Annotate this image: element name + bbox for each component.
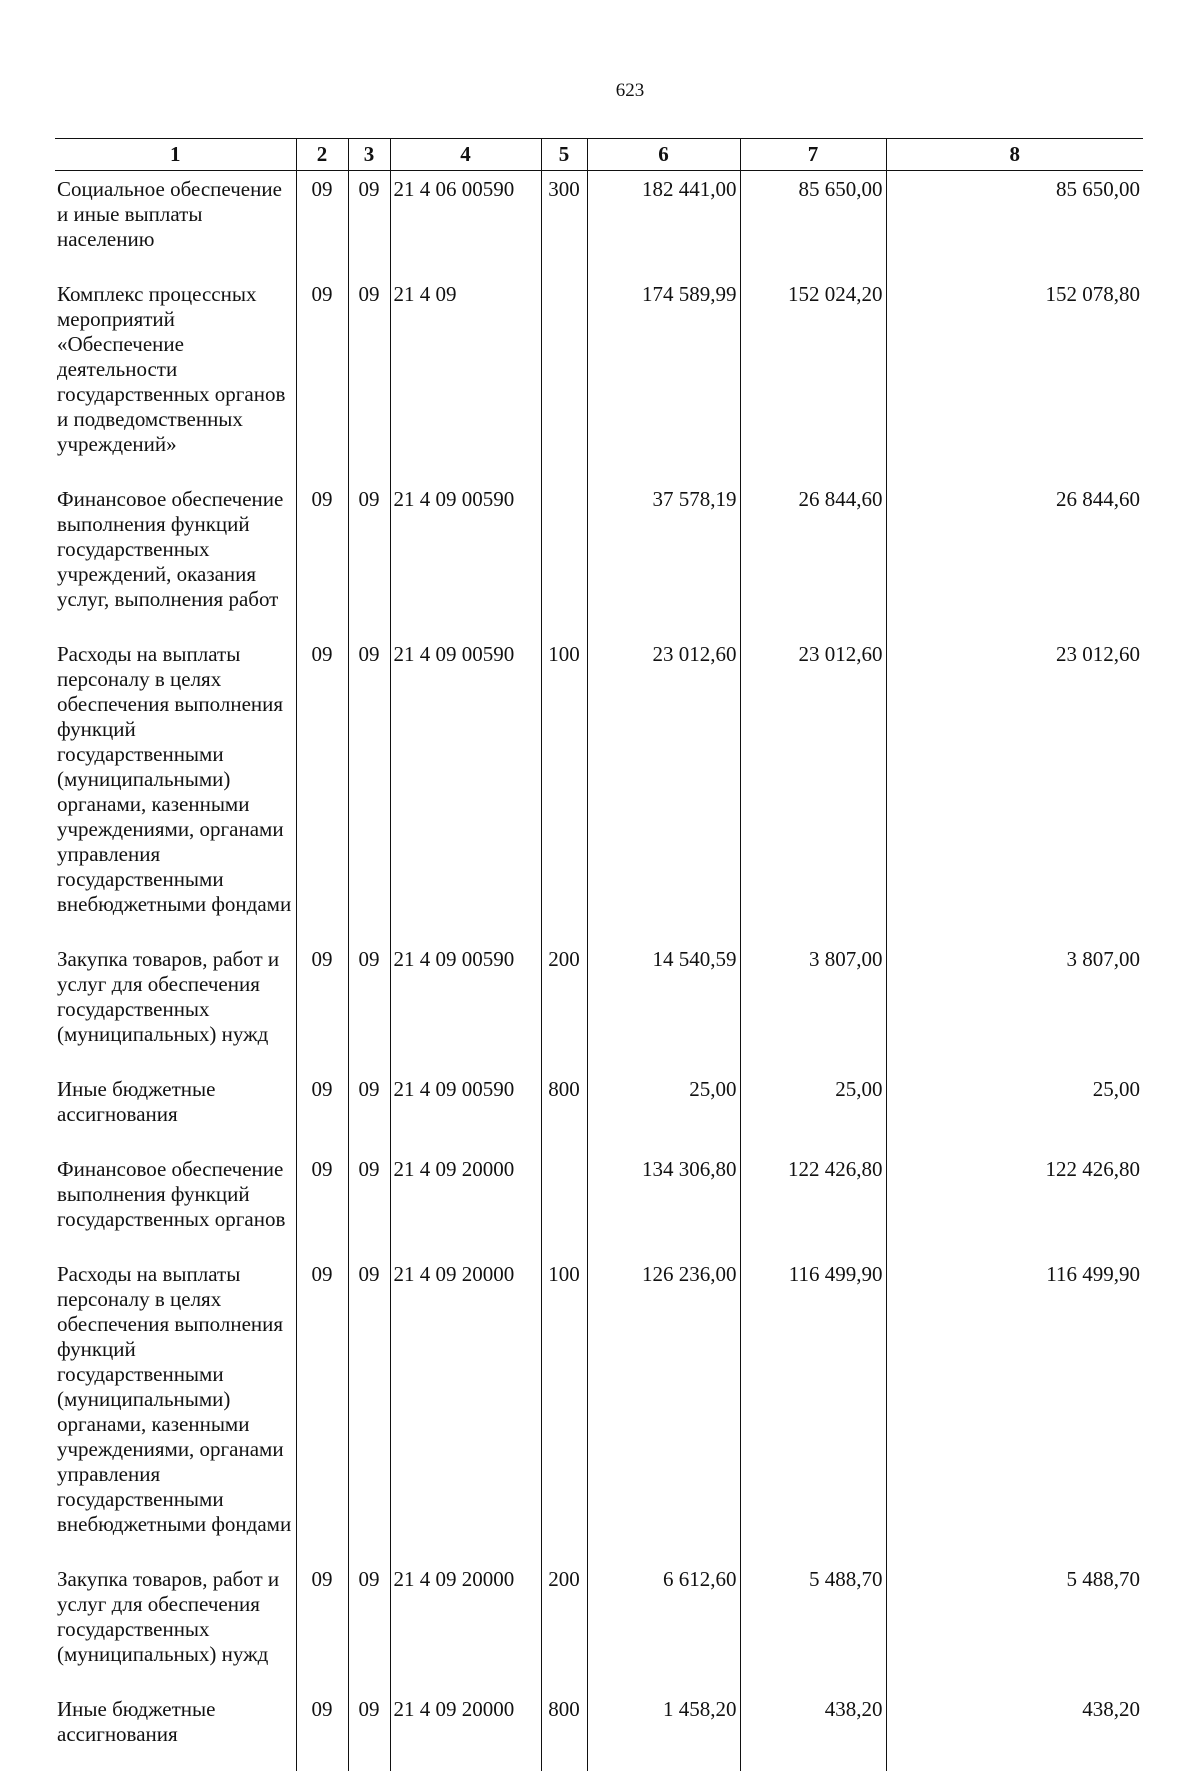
row-title: Иные бюджетные ассигнования [57, 1077, 216, 1126]
subsection-code: 09 [348, 1256, 390, 1561]
page-number: 623 [615, 80, 645, 101]
table-row [55, 941, 1143, 1071]
expense-type-code: 800 [541, 1071, 587, 1151]
target-article-code: 21 4 06 00590 [390, 171, 541, 277]
expense-type-code: 200 [541, 1561, 587, 1691]
section-code: 09 [296, 1256, 348, 1561]
amount-col-6: 23 012,60 [587, 636, 740, 941]
amount-col-7: 122 426,80 [740, 1151, 886, 1256]
amount-col-7: 25,00 [740, 1071, 886, 1151]
target-article-code: 21 4 09 20000 [390, 1561, 541, 1691]
amount-col-6: 182 441,00 [587, 171, 740, 277]
amount-col-7: 3 807,00 [740, 941, 886, 1071]
table-header-row [55, 139, 1143, 171]
amount-col-8: 26 844,60 [886, 481, 1143, 636]
expense-type-code: 100 [541, 1256, 587, 1561]
amount-col-8: 85 650,00 [886, 171, 1143, 277]
subsection-code: 09 [348, 171, 390, 277]
section-code: 09 [296, 1151, 348, 1256]
row-title: Комплекс процессных мероприятий «Обеспечение деятельности государственных органов и подведомственных учреждений» [57, 282, 286, 456]
row-title: Закупка товаров, работ и услуг для обеспечения государственных (муниципальных) нужд [57, 1567, 280, 1666]
expense-type-code [541, 1151, 587, 1256]
subsection-code: 09 [348, 1071, 390, 1151]
expense-type-code: 800 [541, 1691, 587, 1771]
amount-col-8: 5 488,70 [886, 1561, 1143, 1691]
section-code: 09 [296, 171, 348, 277]
row-title: Социальное обеспечение и иные выплаты населению [57, 177, 282, 251]
section-code: 09 [296, 1561, 348, 1691]
expense-type-code: 200 [541, 941, 587, 1071]
amount-col-8: 23 012,60 [886, 636, 1143, 941]
row-title: Финансовое обеспечение выполнения функций государственных учреждений, оказания услуг, выполнения работ [57, 487, 284, 611]
row-title: Закупка товаров, работ и услуг для обеспечения государственных (муниципальных) нужд [57, 947, 280, 1046]
amount-col-7: 85 650,00 [740, 171, 886, 277]
table-row [55, 171, 1143, 277]
amount-col-8: 3 807,00 [886, 941, 1143, 1071]
amount-col-8: 438,20 [886, 1691, 1143, 1771]
table-row [55, 1691, 1143, 1771]
header-col-5: 5 [541, 139, 587, 171]
amount-col-6: 25,00 [587, 1071, 740, 1151]
amount-col-6: 6 612,60 [587, 1561, 740, 1691]
amount-col-8: 122 426,80 [886, 1151, 1143, 1256]
target-article-code: 21 4 09 20000 [390, 1151, 541, 1256]
amount-col-6: 134 306,80 [587, 1151, 740, 1256]
amount-col-6: 1 458,20 [587, 1691, 740, 1771]
amount-col-7: 116 499,90 [740, 1256, 886, 1561]
table-row [55, 1151, 1143, 1256]
target-article-code: 21 4 09 00590 [390, 941, 541, 1071]
target-article-code: 21 4 09 00590 [390, 636, 541, 941]
table-row [55, 1071, 1143, 1151]
expense-type-code [541, 481, 587, 636]
budget-table [55, 138, 1143, 1771]
row-title: Финансовое обеспечение выполнения функций государственных органов [57, 1157, 286, 1231]
amount-col-6: 14 540,59 [587, 941, 740, 1071]
section-code: 09 [296, 941, 348, 1071]
table-row [55, 1561, 1143, 1691]
target-article-code: 21 4 09 20000 [390, 1256, 541, 1561]
subsection-code: 09 [348, 636, 390, 941]
header-col-6: 6 [587, 139, 740, 171]
row-title: Расходы на выплаты персоналу в целях обеспечения выполнения функций государственными (муниципальными) органами, казенными учреждениями, органами управления государственными внебюджетными фондами [57, 642, 292, 916]
amount-col-6: 126 236,00 [587, 1256, 740, 1561]
amount-col-8: 116 499,90 [886, 1256, 1143, 1561]
expense-type-code [541, 276, 587, 481]
section-code: 09 [296, 276, 348, 481]
section-code: 09 [296, 1071, 348, 1151]
table-row [55, 1256, 1143, 1561]
target-article-code: 21 4 09 20000 [390, 1691, 541, 1771]
amount-col-7: 438,20 [740, 1691, 886, 1771]
header-col-1: 1 [55, 139, 296, 171]
row-title: Расходы на выплаты персоналу в целях обеспечения выполнения функций государственными (муниципальными) органами, казенными учреждениями, органами управления государственными внебюджетными фондами [57, 1262, 292, 1536]
subsection-code: 09 [348, 941, 390, 1071]
subsection-code: 09 [348, 1151, 390, 1256]
header-col-3: 3 [348, 139, 390, 171]
section-code: 09 [296, 1691, 348, 1771]
amount-col-7: 23 012,60 [740, 636, 886, 941]
section-code: 09 [296, 481, 348, 636]
amount-col-7: 26 844,60 [740, 481, 886, 636]
subsection-code: 09 [348, 481, 390, 636]
header-col-8: 8 [886, 139, 1143, 171]
section-code: 09 [296, 636, 348, 941]
table-row [55, 276, 1143, 481]
target-article-code: 21 4 09 00590 [390, 481, 541, 636]
expense-type-code: 300 [541, 171, 587, 277]
header-col-2: 2 [296, 139, 348, 171]
subsection-code: 09 [348, 276, 390, 481]
row-title: Иные бюджетные ассигнования [57, 1697, 216, 1746]
header-col-7: 7 [740, 139, 886, 171]
amount-col-7: 5 488,70 [740, 1561, 886, 1691]
expense-type-code: 100 [541, 636, 587, 941]
subsection-code: 09 [348, 1561, 390, 1691]
subsection-code: 09 [348, 1691, 390, 1771]
header-col-4: 4 [390, 139, 541, 171]
amount-col-7: 152 024,20 [740, 276, 886, 481]
amount-col-6: 174 589,99 [587, 276, 740, 481]
target-article-code: 21 4 09 00590 [390, 1071, 541, 1151]
amount-col-8: 152 078,80 [886, 276, 1143, 481]
table-row [55, 636, 1143, 941]
target-article-code: 21 4 09 [390, 276, 541, 481]
amount-col-8: 25,00 [886, 1071, 1143, 1151]
table-row [55, 481, 1143, 636]
amount-col-6: 37 578,19 [587, 481, 740, 636]
